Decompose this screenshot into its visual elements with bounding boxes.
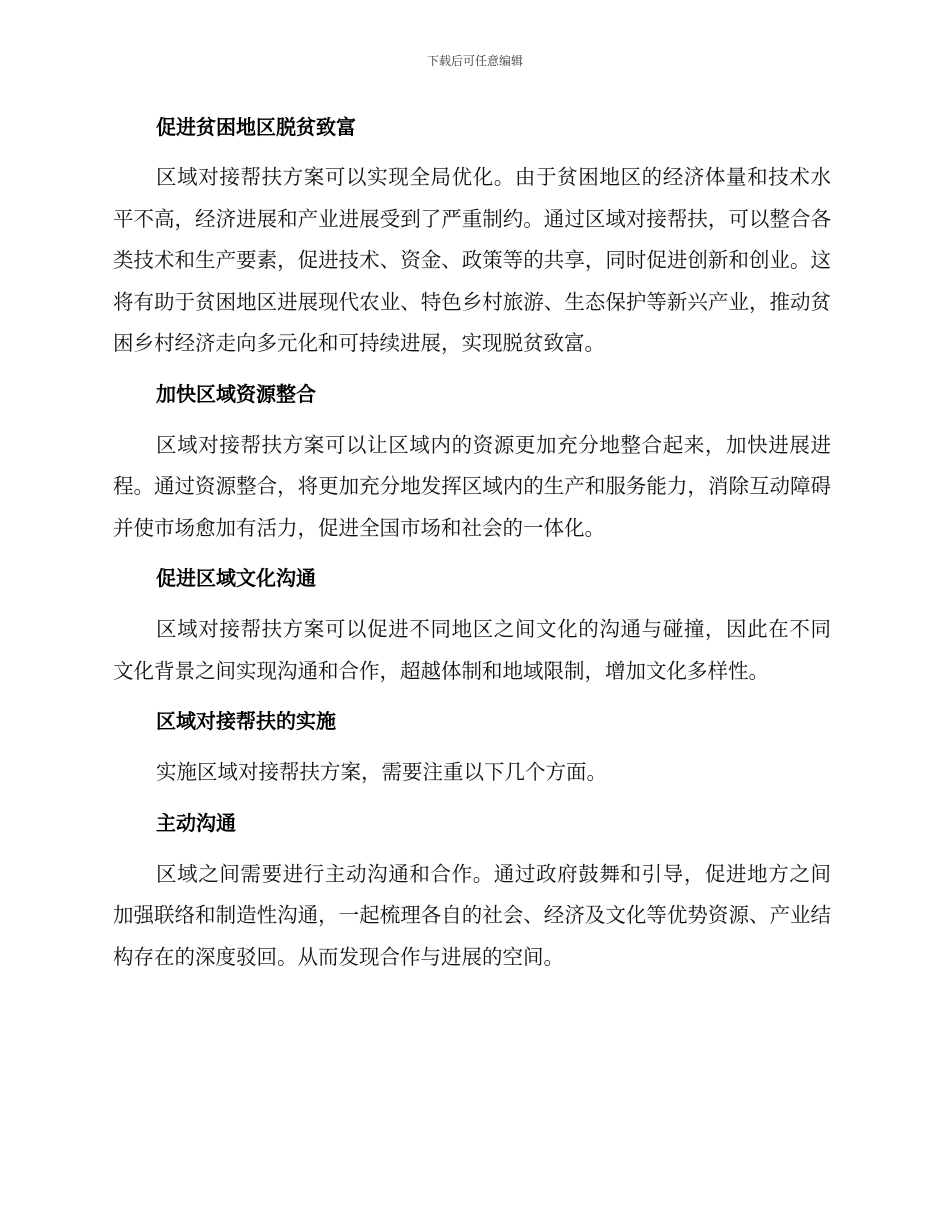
section-paragraph: 区域之间需要进行主动沟通和合作。通过政府鼓舞和引导，促进地方之间加强联络和制造性沟通，一起梳理各自的社会、经济及文化等优势资源、产业结构存在的深度驳回。从而发现合作与进展的空间。 [113, 861, 831, 969]
section-heading: 促进区域文化沟通 [156, 566, 316, 590]
section-heading: 促进贫困地区脱贫致富 [156, 115, 356, 139]
section-heading: 区域对接帮扶的实施 [156, 709, 336, 733]
section-paragraph: 区域对接帮扶方案可以让区域内的资源更加充分地整合起来，加快进展进程。通过资源整合，将更加充分地发挥区域内的生产和服务能力，消除互动障碍并使市场愈加有活力，促进全国市场和社会的一体化。 [113, 432, 831, 540]
document-body [113, 112, 831, 978]
section-heading: 加快区域资源整合 [156, 381, 316, 406]
section-paragraph: 区域对接帮扶方案可以促进不同地区之间文化的沟通与碰撞，因此在不同文化背景之间实现沟通和合作，超越体制和地域限制，增加文化多样性。 [113, 617, 831, 683]
section-heading: 主动沟通 [156, 810, 236, 835]
section-paragraph: 区域对接帮扶方案可以实现全局优化。由于贫困地区的经济体量和技术水平不高，经济进展和产业进展受到了严重制约。通过区域对接帮扶，可以整合各类技术和生产要素，促进技术、资金、政策等的共享，同时促进创新和创业。这将有助于贫困地区进展现代农业、特色乡村旅游、生态保护等新兴产业，推动贫困乡村经济走向多元化和可持续进展，实现脱贫致富。 [113, 165, 831, 355]
section-paragraph: 实施区域对接帮扶方案，需要注重以下几个方面。 [156, 760, 607, 784]
page-header: 下载后可任意编辑 [426, 54, 523, 68]
